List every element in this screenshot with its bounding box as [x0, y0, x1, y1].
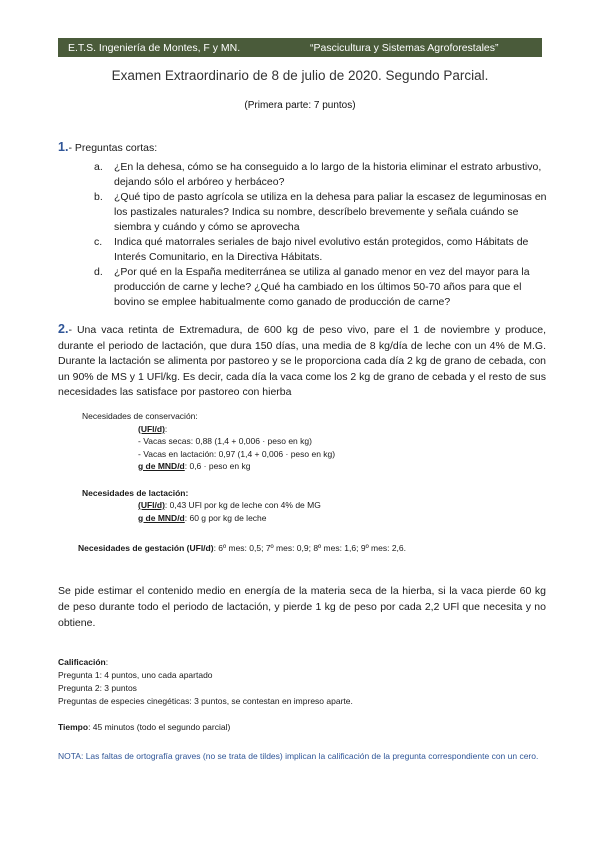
question-1: [58, 140, 548, 310]
lactation-ufl-value: : 0,43 UFl por kg de leche con 4% de MG: [164, 500, 321, 510]
conservation-label: Necesidades de conservación:: [82, 411, 198, 421]
grading-line: Preguntas de especies cinegéticas: 3 puntos, se contestan en impreso aparte.: [58, 696, 353, 706]
lactation-ufl-label: (UFl/d): [138, 500, 165, 510]
conservation-mnd-row: [82, 460, 542, 473]
grading-colon: :: [105, 657, 109, 667]
gestation-label: Necesidades de gestación (UFl/d): [78, 543, 214, 553]
lactation-label: Necesidades de lactación:: [82, 487, 189, 498]
item-text: ¿En la dehesa, cómo se ha conseguido a lo largo de la historia eliminar el estrato arbustivo, dejando sólo el arbóreo y herbáceo?: [114, 161, 542, 188]
item-letter: d.: [94, 266, 103, 278]
time-row: [58, 722, 538, 732]
lactation-mnd-row: [82, 512, 542, 525]
list-item: [58, 265, 548, 310]
gestation-row: [78, 543, 548, 553]
needs-block: [82, 410, 542, 524]
question-2-text: - Una vaca retinta de Extremadura, de 600 kg de peso vivo, pare el 1 de noviembre y produce, durante el periodo de lactación, que dura 150 días, una media de 8 kg/día de leche con un 4% de M.G. Durante la lactación se alimenta por pastoreo y se le proporciona cada día 2 kg de grano de cebada, con un 90% de MS y 1 UFl/kg. Es decir, cada día la vaca come los 2 kg de grano de cebada y el resto de sus necesidades las satisface por pastoreo con hierba: [58, 324, 546, 398]
gestation-value: : 6º mes: 0,5; 7º mes: 0,9; 8º mes: 1,6; 9º mes: 2,6.: [213, 543, 406, 553]
question-2: [58, 322, 546, 401]
exam-subtitle: (Primera parte: 7 puntos): [244, 100, 356, 111]
conservation-ufl-row: [82, 423, 542, 436]
list-item: [58, 235, 548, 265]
item-text: ¿Qué tipo de pasto agrícola se utiliza en la dehesa para paliar la escasez de leguminosas en los pastizales naturales? Indica su nombre, descríbelo brevemente y señala cuándo se siembra y cuándo y cómo se aprovecha: [114, 191, 547, 233]
list-item: [58, 160, 548, 190]
list-item: [58, 190, 548, 235]
item-text: ¿Por qué en la España mediterránea se utiliza al ganado menor en vez del mayor para la producción de carne y leche? ¿Qué ha cambiado en los últimos 50-70 años para que el bovino se emplee habitualmente como ganado de producción de carne?: [114, 266, 530, 308]
time-value: : 45 minutos (todo el segundo parcial): [88, 722, 231, 732]
item-letter: a.: [94, 161, 103, 173]
header-course: “Pascicultura y Sistemas Agroforestales”: [310, 41, 499, 54]
lactating-cows-row: - Vacas en lactación: 0,97 (1,4 + 0,006 · peso en kg): [138, 448, 336, 459]
ufl-colon: :: [164, 423, 168, 434]
problem-statement: Se pide estimar el contenido medio en energía de la materia seca de la hierba, si la vaca pierde 60 kg de peso durante todo el periodo de lactación, y pierde 1 kg de peso por cada 2,2 UFl que necesita y no obtiene.: [58, 585, 546, 629]
ufl-label: (UFl/d): [138, 423, 165, 434]
grading-line: Pregunta 2: 3 puntos: [58, 683, 137, 693]
item-letter: c.: [94, 236, 103, 248]
question-2-number: 2.: [58, 322, 69, 336]
header-bar: [58, 38, 542, 57]
item-letter: b.: [94, 191, 103, 203]
lactation-ufl-row: [82, 499, 542, 512]
question-1-number: 1.: [58, 140, 69, 154]
item-text: Indica qué matorrales seriales de bajo nivel evolutivo están protegidos, como Hábitats de Interés Comunitario, en la Directiva Hábitats.: [114, 236, 529, 263]
lactation-mnd-value: : 60 g por kg de leche: [184, 512, 267, 523]
question-1-heading: [58, 140, 548, 156]
grading-heading: [58, 656, 538, 669]
mnd-value: : 0,6 · peso en kg: [184, 461, 251, 471]
time-label: Tiempo: [58, 722, 89, 732]
dry-cows-row: - Vacas secas: 0,88 (1,4 + 0,006 · peso en kg): [138, 436, 312, 446]
exam-title: Examen Extraordinario de 8 de julio de 2020. Segundo Parcial.: [111, 68, 489, 83]
lactation-mnd-label: g de MND/d: [138, 512, 185, 523]
question-1-intro: - Preguntas cortas:: [68, 142, 158, 154]
note: NOTA: Las faltas de ortografía graves (no se trata de tildes) implican la calificación de la pregunta correspondiente con un cero.: [58, 751, 539, 761]
mnd-label: g de MND/d: [138, 461, 185, 471]
question-1-list: [58, 160, 548, 310]
grading-block: [58, 656, 538, 708]
grading-line: Pregunta 1: 4 puntos, uno cada apartado: [58, 670, 213, 680]
grading-label: Calificación: [58, 657, 106, 667]
header-school: E.T.S. Ingeniería de Montes, F y MN.: [68, 41, 241, 54]
